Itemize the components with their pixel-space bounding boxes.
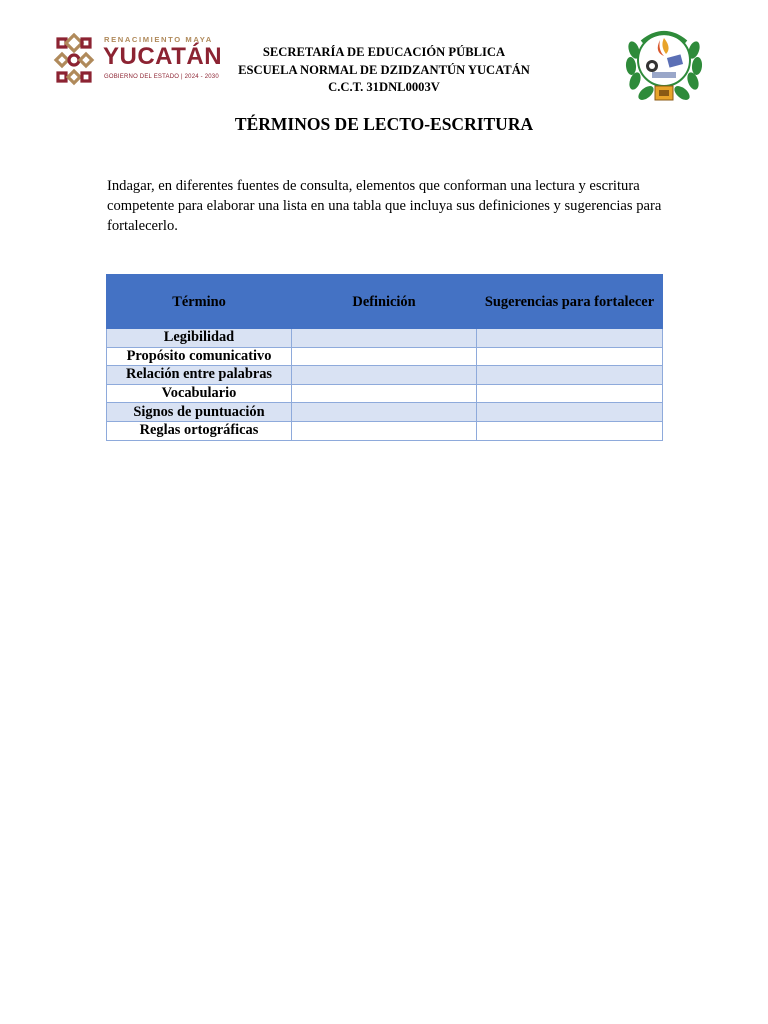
definition-cell[interactable] (292, 421, 477, 440)
suggestions-cell[interactable] (477, 421, 663, 440)
table-row (107, 403, 663, 422)
term-cell: Signos de puntuación (107, 403, 292, 422)
header-line-escuela: ESCUELA NORMAL DE DZIDZANTÚN YUCATÁN (238, 62, 530, 77)
suggestions-cell[interactable] (477, 329, 663, 348)
table-row (107, 384, 663, 403)
table-header-row (107, 275, 663, 329)
instructions-paragraph: Indagar, en diferentes fuentes de consulta, elementos que conforman una lectura y escritura competente para elaborar una lista en una tabla que incluya sus definiciones y sugerencias para fortalecerlo. (107, 178, 662, 234)
term-cell: Legibilidad (107, 329, 292, 348)
document-title: TÉRMINOS DE LECTO-ESCRITURA (234, 114, 534, 134)
term-cell: Propósito comunicativo (107, 347, 292, 366)
yucatan-logo (52, 33, 222, 87)
suggestions-cell[interactable] (477, 403, 663, 422)
definition-cell[interactable] (292, 347, 477, 366)
term-cell: Relación entre palabras (107, 366, 292, 385)
table-row (107, 347, 663, 366)
definition-cell[interactable] (292, 329, 477, 348)
institution-header (200, 44, 568, 97)
term-cell: Vocabulario (107, 384, 292, 403)
term-cell: Reglas ortográficas (107, 421, 292, 440)
suggestions-cell[interactable] (477, 366, 663, 385)
column-header-definition: Definición (292, 275, 477, 329)
logo-name: YUCATÁN (103, 43, 223, 70)
column-header-suggestions: Sugerencias para fortalecer (477, 275, 663, 329)
definition-cell[interactable] (292, 384, 477, 403)
definition-cell[interactable] (292, 366, 477, 385)
logo-tagline: RENACIMIENTO MAYA (104, 35, 213, 44)
terms-table (106, 274, 663, 441)
table-row (107, 366, 663, 385)
table-row (107, 421, 663, 440)
header-line-cct: C.C.T. 31DNL0003V (328, 80, 440, 95)
definition-cell[interactable] (292, 403, 477, 422)
school-seal-icon (622, 20, 706, 106)
suggestions-cell[interactable] (477, 347, 663, 366)
header-line-secretaria: SECRETARÍA DE EDUCACIÓN PÚBLICA (262, 45, 506, 59)
table-row (107, 329, 663, 348)
column-header-term: Término (107, 275, 292, 329)
maya-pattern-icon (52, 33, 96, 87)
suggestions-cell[interactable] (477, 384, 663, 403)
logo-subtitle: GOBIERNO DEL ESTADO | 2024 - 2030 (104, 74, 219, 80)
